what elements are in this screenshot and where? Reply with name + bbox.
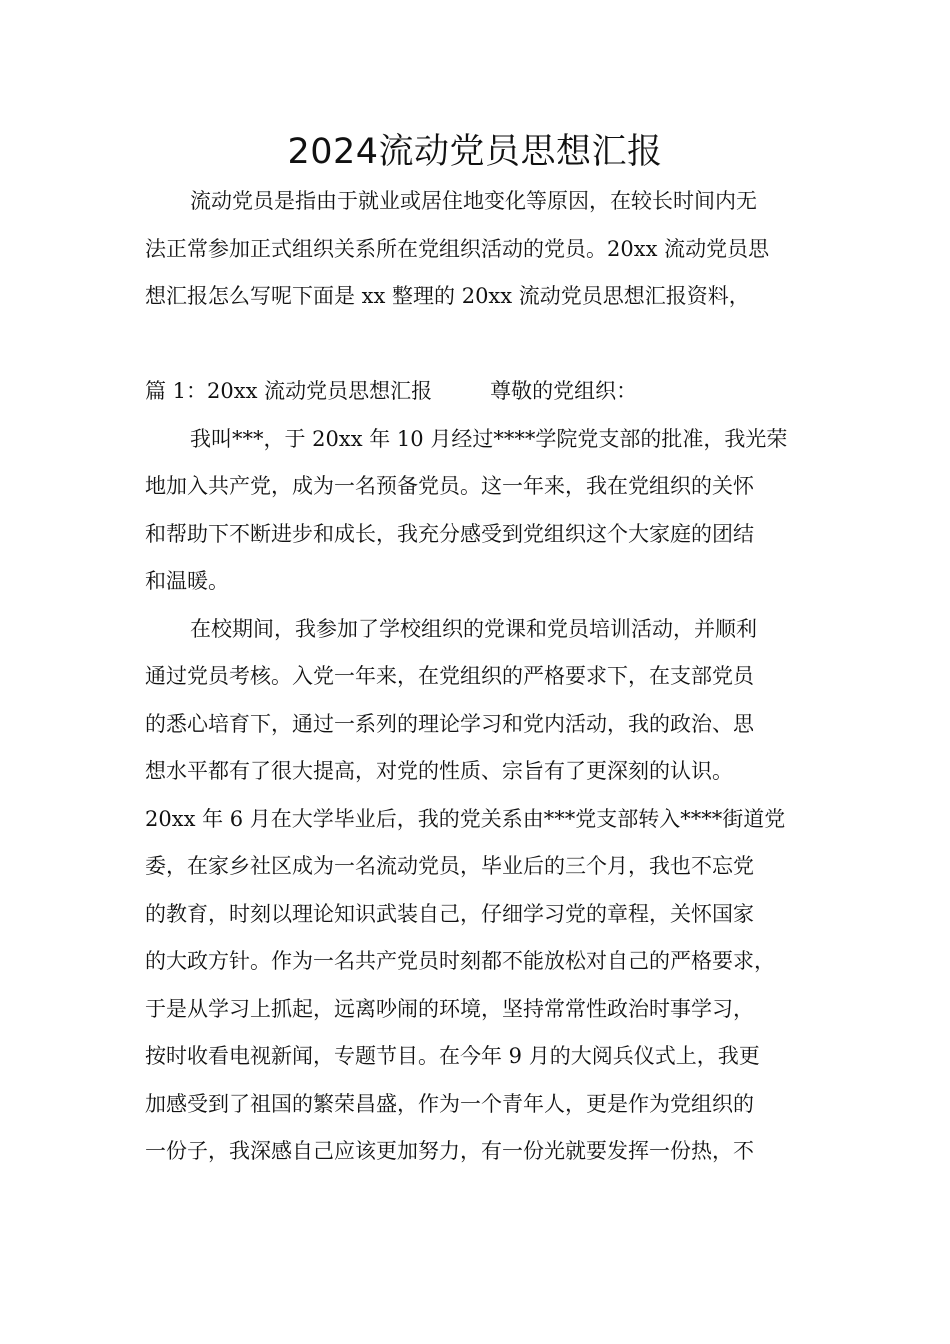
paragraph-line: 按时收看电视新闻，专题节目。在今年 9 月的大阅兵仪式上，我更	[145, 1044, 760, 1068]
paragraph-line: 在校期间，我参加了学校组织的党课和党员培训活动，并顺利	[190, 616, 757, 641]
paragraph-line: 的大政方针。作为一名共产党员时刻都不能放松对自己的严格要求，	[145, 949, 775, 973]
paragraph-line: 和帮助下不断进步和成长，我充分感受到党组织这个大家庭的团结	[145, 521, 754, 546]
paragraph-line: 的教育，时刻以理论知识武装自己，仔细学习党的章程，关怀国家	[145, 901, 754, 926]
paragraph-line: 通过党员考核。入党一年来，在党组织的严格要求下，在支部党员	[145, 664, 754, 688]
paragraph-line: 一份子，我深感自己应该更加努力，有一份光就要发挥一份热，不	[145, 1139, 754, 1163]
paragraph-1	[145, 416, 810, 606]
document-body	[145, 178, 810, 1176]
intro-line: 流动党员是指由于就业或居住地变化等原因，在较长时间内无	[190, 189, 757, 213]
salutation: 尊敬的党组织：	[490, 379, 638, 403]
section-heading-line	[145, 368, 810, 416]
document-title: 2024流动党员思想汇报	[287, 132, 663, 172]
paragraph-line: 地加入共产党，成为一名预备党员。这一年来，我在党组织的关怀	[145, 474, 754, 498]
paragraph-line: 于是从学习上抓起，远离吵闹的环境，坚持常常性政治时事学习，	[145, 996, 754, 1021]
paragraph-2	[145, 606, 810, 1176]
paragraph-line: 和温暖。	[145, 569, 229, 593]
paragraph-line: 想水平都有了很大提高，对党的性质、宗旨有了更深刻的认识。	[145, 759, 733, 783]
paragraph-line: 加感受到了祖国的繁荣昌盛，作为一个青年人，更是作为党组织的	[145, 1091, 754, 1116]
section-heading: 篇 1：20xx 流动党员思想汇报	[145, 379, 433, 403]
intro-paragraph	[145, 178, 810, 321]
paragraph-line: 委，在家乡社区成为一名流动党员，毕业后的三个月，我也不忘党	[145, 854, 754, 878]
paragraph-line: 20xx 年 6 月在大学毕业后，我的党关系由***党支部转入****街道党	[145, 806, 786, 831]
paragraph-line: 的悉心培育下，通过一系列的理论学习和党内活动，我的政治、思	[145, 711, 754, 736]
blank-line	[145, 321, 810, 369]
paragraph-line: 我叫***，于 20xx 年 10 月经过****学院党支部的批准，我光荣	[190, 426, 788, 451]
intro-line: 法正常参加正式组织关系所在党组织活动的党员。20xx 流动党员思	[145, 236, 770, 261]
intro-line: 想汇报怎么写呢下面是 xx 整理的 20xx 流动党员思想汇报资料，	[145, 284, 750, 308]
